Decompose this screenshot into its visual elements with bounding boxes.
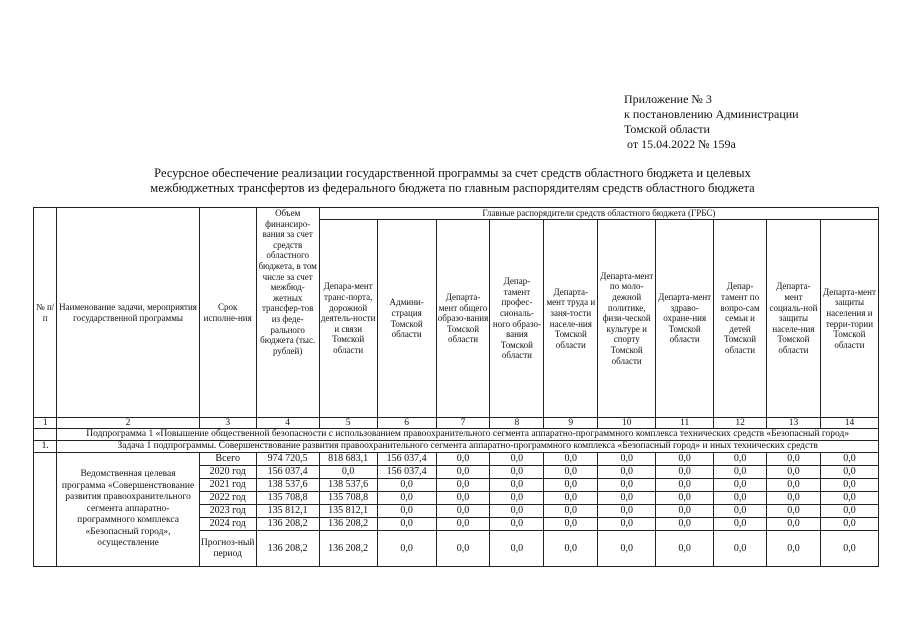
term-cell: 2024 год [199,518,256,531]
value-cell: 0,0 [377,531,436,567]
value-cell: 135 812,1 [256,505,319,518]
value-cell: 0,0 [714,505,767,518]
value-cell: 0,0 [714,531,767,567]
value-cell: 0,0 [820,505,878,518]
column-number: 10 [598,418,656,429]
value-cell: 136 208,2 [256,518,319,531]
value-cell: 0,0 [544,453,598,466]
value-cell: 0,0 [714,466,767,479]
value-cell: 0,0 [820,479,878,492]
value-cell: 0,0 [767,492,821,505]
value-cell: 0,0 [714,479,767,492]
value-cell: 0,0 [767,531,821,567]
value-cell: 0,0 [598,453,656,466]
header-dept-social: Департа-мент социаль-ной защиты населе-ния Томской области [767,220,821,418]
value-cell: 138 537,6 [256,479,319,492]
empty-cell [34,453,57,567]
table-row [34,453,879,466]
value-cell: 0,0 [767,466,821,479]
term-cell: 2020 год [199,466,256,479]
appendix-line: Томской области [624,122,710,136]
value-cell: 0,0 [544,479,598,492]
value-cell: 0,0 [598,466,656,479]
value-cell: 135 708,8 [256,492,319,505]
value-cell: 0,0 [820,531,878,567]
task-number: 1. [34,441,57,453]
value-cell: 0,0 [656,505,714,518]
value-cell: 138 537,6 [319,479,377,492]
value-cell: 0,0 [598,479,656,492]
header-term: Срок исполне-ния [199,208,256,418]
value-cell: 0,0 [377,505,436,518]
value-cell: 0,0 [544,492,598,505]
column-number: 2 [57,418,199,429]
value-cell: 0,0 [490,505,544,518]
value-cell: 0,0 [714,453,767,466]
value-cell: 156 037,4 [377,466,436,479]
column-number: 9 [544,418,598,429]
column-number: 7 [436,418,490,429]
value-cell: 0,0 [656,453,714,466]
value-cell: 0,0 [656,492,714,505]
term-cell: 2021 год [199,479,256,492]
value-cell: 135 812,1 [319,505,377,518]
value-cell: 0,0 [820,518,878,531]
value-cell: 0,0 [598,505,656,518]
header-dept-health: Департа-мент здраво-охране-ния Томской области [656,220,714,418]
value-cell: 0,0 [436,466,490,479]
column-number: 1 [34,418,57,429]
column-number: 8 [490,418,544,429]
column-number: 11 [656,418,714,429]
value-cell: 818 683,1 [319,453,377,466]
subprogram-row [34,429,879,441]
value-cell: 0,0 [544,518,598,531]
appendix-block [624,92,799,152]
value-cell: 0,0 [820,492,878,505]
task-row [34,441,879,453]
header-dept-professional-education: Депар-тамент профес-сиональ-ного образо-вания Томской области [490,220,544,418]
column-number: 4 [256,418,319,429]
value-cell: 0,0 [767,453,821,466]
header-volume: Объем финансиро-вания за счет средств областного бюджета, в том числе за счет межбюд-жетных трансфер-тов из феде-рального бюджета (тыс. рублей) [256,208,319,418]
term-cell: Всего [199,453,256,466]
value-cell: 0,0 [767,505,821,518]
header-grbs: Главные распорядители средств областного бюджета (ГРБС) [319,208,878,220]
value-cell: 156 037,4 [256,466,319,479]
value-cell: 0,0 [767,479,821,492]
header-dept-labor: Департа-мент труда и заня-тости населе-ния Томской области [544,220,598,418]
value-cell: 0,0 [598,492,656,505]
value-cell: 0,0 [319,466,377,479]
value-cell: 0,0 [490,453,544,466]
title-line-1: Ресурсное обеспечение реализации государственной программы за счет средств областного бюджета и целевых [154,166,751,180]
term-cell: Прогноз-ный период [199,531,256,567]
value-cell: 0,0 [767,518,821,531]
value-cell: 0,0 [436,518,490,531]
value-cell: 0,0 [377,492,436,505]
term-cell: 2023 год [199,505,256,518]
column-number: 6 [377,418,436,429]
value-cell: 0,0 [377,518,436,531]
value-cell: 0,0 [544,466,598,479]
value-cell: 0,0 [820,453,878,466]
value-cell: 0,0 [436,505,490,518]
header-dept-protection: Департа-мент защиты населения и терри-тории Томской области [820,220,878,418]
value-cell: 0,0 [436,492,490,505]
value-cell: 136 208,2 [256,531,319,567]
value-cell: 0,0 [436,453,490,466]
value-cell: 136 208,2 [319,518,377,531]
resource-table [33,207,879,567]
value-cell: 0,0 [544,531,598,567]
value-cell: 0,0 [490,466,544,479]
header-dept-youth: Департа-мент по моло-дежной политике, физи-ческой культуре и спорту Томской области [598,220,656,418]
value-cell: 0,0 [490,531,544,567]
column-number: 12 [714,418,767,429]
value-cell: 0,0 [598,531,656,567]
value-cell: 0,0 [714,518,767,531]
value-cell: 0,0 [656,466,714,479]
empty-cell [34,429,57,441]
title-line-2: межбюджетных трансфертов из федерального бюджета по главным распорядителям средств областного бюджета [150,181,755,195]
document-title [60,166,845,196]
value-cell: 0,0 [656,479,714,492]
column-number: 14 [820,418,878,429]
appendix-line: Приложение № 3 [624,92,712,106]
value-cell: 0,0 [714,492,767,505]
header-dept-family: Депар-тамент по вопро-сам семьи и детей Томской области [714,220,767,418]
header-dept-transport: Депарa-мент транс-порта, дорожной деятель-ности и связи Томской области [319,220,377,418]
value-cell: 0,0 [656,518,714,531]
value-cell: 0,0 [436,531,490,567]
value-cell: 0,0 [490,479,544,492]
column-number: 3 [199,418,256,429]
value-cell: 156 037,4 [377,453,436,466]
value-cell: 0,0 [490,492,544,505]
term-cell: 2022 год [199,492,256,505]
header-num: № п/п [34,208,57,418]
header-dept-administration: Админи-страция Томской области [377,220,436,418]
appendix-line: от 15.04.2022 № 159а [627,137,736,151]
header-dept-general-education: Департа-мент общего образо-вания Томской области [436,220,490,418]
appendix-line: к постановлению Администрации [624,107,799,121]
value-cell: 974 720,5 [256,453,319,466]
column-number: 5 [319,418,377,429]
value-cell: 0,0 [820,466,878,479]
value-cell: 0,0 [544,505,598,518]
program-name: Ведомственная целевая программа «Совершенствование развития правоохранительного сегмента аппаратно-программного комплекса «Безопасный город», осуществление [57,453,199,567]
column-number: 13 [767,418,821,429]
value-cell: 136 208,2 [319,531,377,567]
value-cell: 0,0 [377,479,436,492]
header-name: Наименование задачи, мероприятия государственной программы [57,208,199,418]
task-title: Задача 1 подпрограммы. Совершенствование развития правоохранительного сегмента аппаратно-программного комплекса «Безопасный город» и иных технических средств [57,441,879,453]
value-cell: 0,0 [598,518,656,531]
value-cell: 135 708,8 [319,492,377,505]
value-cell: 0,0 [490,518,544,531]
value-cell: 0,0 [656,531,714,567]
value-cell: 0,0 [436,479,490,492]
column-number-row [34,418,879,429]
subprogram-title: Подпрограмма 1 «Повышение общественной безопасности с использованием правоохранительного сегмента аппаратно-программного комплекса технических средств «Безопасный город» [57,429,879,441]
